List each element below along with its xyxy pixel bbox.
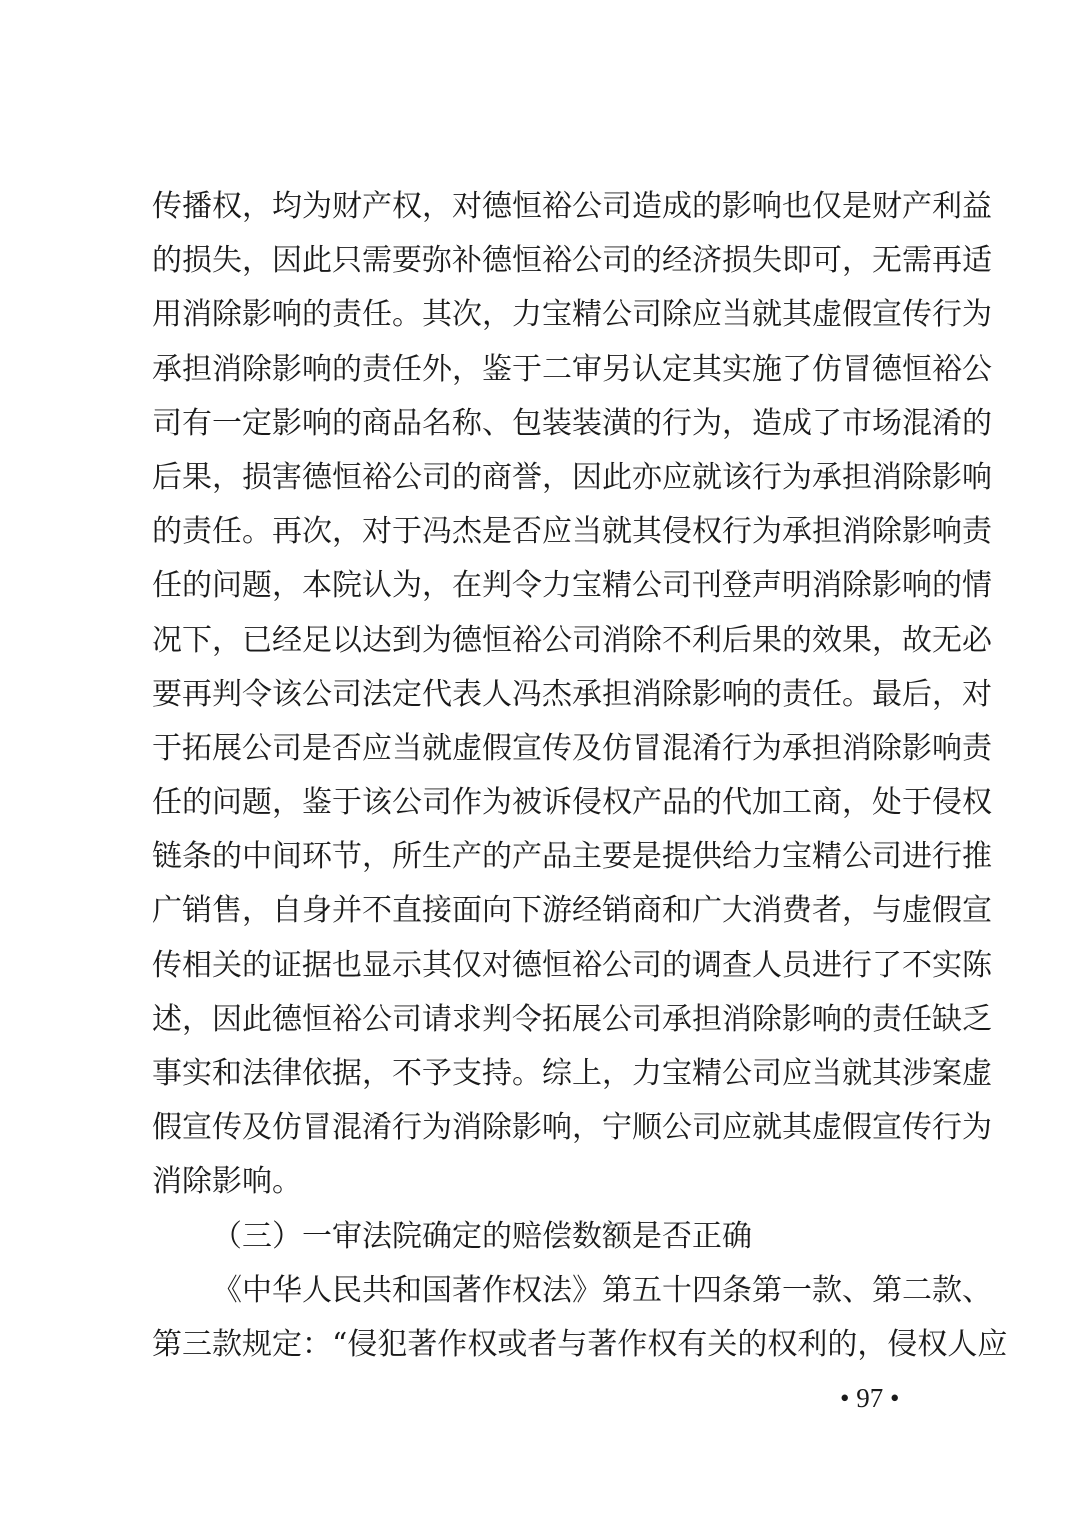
text-line: 任的问题，鉴于该公司作为被诉侵权产品的代加工商，处于侵权 — [152, 785, 992, 821]
text-line: 况下，已经足以达到为德恒裕公司消除不利后果的效果，故无必 — [152, 622, 992, 658]
text-line: 任的问题，本院认为，在判令力宝精公司刊登声明消除影响的情 — [152, 568, 992, 604]
text-line: 第三款规定：“侵犯著作权或者与著作权有关的权利的，侵权人应 — [152, 1326, 1008, 1362]
text-line: 后果，损害德恒裕公司的商誉，因此亦应就该行为承担消除影响 — [152, 459, 992, 495]
text-line: 的责任。再次，对于冯杰是否应当就其侵权行为承担消除影响责 — [152, 514, 992, 550]
page-number: • 97 • — [840, 1383, 900, 1413]
text-line: 传相关的证据也显示其仅对德恒裕公司的调查人员进行了不实陈 — [152, 947, 992, 983]
text-line: 消除影响。 — [152, 1164, 302, 1200]
text-line: 传播权，均为财产权，对德恒裕公司造成的影响也仅是财产利益 — [152, 189, 992, 224]
text-line: 链条的中间环节，所生产的产品主要是提供给力宝精公司进行推 — [152, 839, 992, 875]
text-line: 述，因此德恒裕公司请求判令拓展公司承担消除影响的责任缺乏 — [152, 1001, 992, 1037]
body-text — [152, 180, 1008, 1372]
text-line: 用消除影响的责任。其次，力宝精公司除应当就其虚假宣传行为 — [152, 297, 992, 333]
text-line: 要再判令该公司法定代表人冯杰承担消除影响的责任。最后，对 — [152, 676, 992, 712]
text-line: 假宣传及仿冒混淆行为消除影响，宁顺公司应就其虚假宣传行为 — [152, 1110, 992, 1146]
text-line: 承担消除影响的责任外，鉴于二审另认定其实施了仿冒德恒裕公 — [152, 351, 992, 387]
text-line: 司有一定影响的商品名称、包装装潢的行为，造成了市场混淆的 — [152, 405, 992, 441]
text-line: 广销售，自身并不直接面向下游经销商和广大消费者，与虚假宣 — [152, 893, 992, 929]
text-line: 的损失，因此只需要弥补德恒裕公司的经济损失即可，无需再适 — [152, 243, 992, 279]
text-line: 于拓展公司是否应当就虚假宣传及仿冒混淆行为承担消除影响责 — [152, 730, 992, 766]
section-heading: （三）一审法院确定的赔偿数额是否正确 — [212, 1218, 752, 1254]
text-line: 事实和法律依据，不予支持。综上，力宝精公司应当就其涉案虚 — [152, 1056, 992, 1091]
text-line: 《中华人民共和国著作权法》第五十四条第一款、第二款、 — [212, 1272, 992, 1308]
